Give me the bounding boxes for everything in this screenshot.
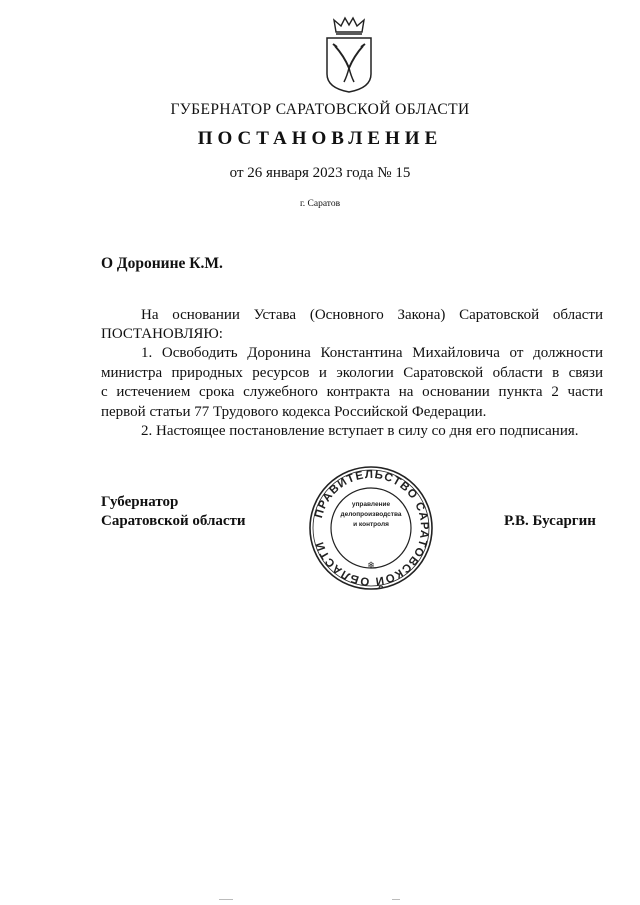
scan-artifact xyxy=(219,899,233,900)
city-of-issue: г. Саратов xyxy=(299,199,341,209)
saratov-coat-of-arms-icon xyxy=(322,16,376,94)
preamble-line-2: ПОСТАНОВЛЯЮ: xyxy=(101,326,223,342)
stamp-inner-text xyxy=(336,500,406,530)
scan-artifact xyxy=(392,899,400,900)
stamp-inner-line-2: делопроизводства xyxy=(340,511,402,518)
clause-1-line-1: 1. Освободить Доронина Константина Михайловича от должности xyxy=(141,345,603,361)
signatory-title-line-1: Губернатор xyxy=(101,494,179,510)
stamp-inner-line-3: и контроля xyxy=(353,521,389,528)
document-subject: О Доронине К.М. xyxy=(101,255,223,272)
date-and-number: от 26 января 2023 года № 15 xyxy=(229,165,411,181)
stamp-inner-line-1: управление xyxy=(351,501,391,508)
preamble-line-1: На основании Устава (Основного Закона) Саратовской области xyxy=(141,307,603,323)
clause-2: 2. Настоящее постановление вступает в силу со дня его подписания. xyxy=(141,423,579,439)
signatory-name: Р.В. Бусаргин xyxy=(504,513,596,529)
clause-1-line-3: с истечением срока служебного контракта на основании пункта 2 части xyxy=(101,384,603,400)
stamp-ring-text: ПРАВИТЕЛЬСТВО САРАТОВСКОЙ ОБЛАСТИ xyxy=(313,468,431,588)
clause-1-line-2: министра природных ресурсов и экологии Саратовской области в связи xyxy=(101,365,603,381)
issuing-authority: ГУБЕРНАТОР САРАТОВСКОЙ ОБЛАСТИ xyxy=(170,101,470,118)
snowflake-icon: ❄ xyxy=(367,560,375,570)
signatory-title-line-2: Саратовской области xyxy=(101,513,246,529)
clause-1-line-4: первой статьи 77 Трудового кодекса Российской Федерации. xyxy=(101,404,487,420)
document-type-title: ПОСТАНОВЛЕНИЕ xyxy=(197,128,443,149)
